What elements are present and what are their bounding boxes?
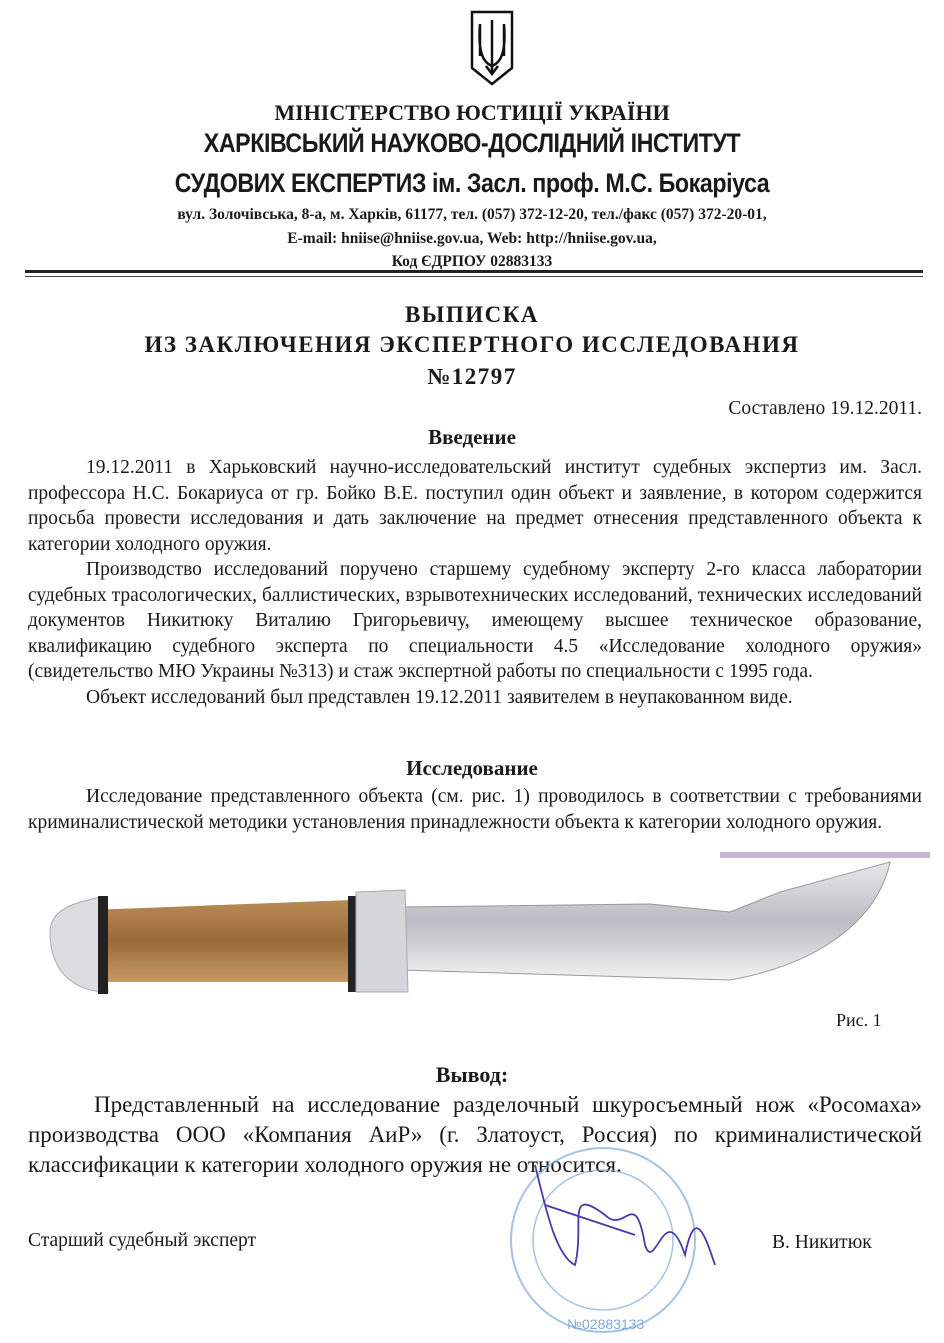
doc-number: №12797 — [427, 364, 517, 389]
ministry-name: МІНІСТЕРСТВО ЮСТИЦІЇ УКРАЇНИ — [274, 100, 670, 125]
institute-name-line2: СУДОВИХ ЕКСПЕРТИЗ ім. Засл. проф. М.С. Бокаріуса — [174, 168, 770, 198]
trident-emblem-icon — [470, 10, 514, 86]
official-stamp — [485, 1145, 725, 1340]
research-text — [28, 784, 922, 835]
conclusion-paragraph: Представленный на исследование разделочный шкуросъемный нож «Росомаха» производства ООО «Компания АиР» (г. Златоуст, Россия) по криминалистической классификации к категории холодного оружия не относится. — [28, 1092, 922, 1177]
research-heading: Исследование — [406, 756, 538, 780]
header-divider-thin — [25, 276, 923, 277]
signature-scribble — [535, 1165, 715, 1265]
signer-name: В. Никитюк — [772, 1232, 872, 1253]
conclusion-heading: Вывод: — [435, 1062, 509, 1087]
conclusion-text — [28, 1090, 922, 1180]
intro-heading: Введение — [428, 425, 516, 449]
doc-title: ВЫПИСКА — [404, 302, 540, 327]
intro-paragraph: 19.12.2011 в Харьковский научно-исследовательский институт судебных экспертиз им. Засл. профессора Н.С. Бокариуса от гр. Бойко В.Е. поступил один объект и заявление, в котором содержится просьба провести исследования и дать заключение на предмет отнесения представленного объекта к категории холодного оружия. — [28, 457, 922, 555]
knife-photo — [30, 852, 930, 1017]
institute-name-line1: ХАРКІВСЬКИЙ НАУКОВО-ДОСЛІДНИЙ ІНСТИТУТ — [203, 128, 741, 158]
doc-subtitle: ИЗ ЗАКЛЮЧЕНИЯ ЭКСПЕРТНОГО ИССЛЕДОВАНИЯ — [144, 332, 800, 357]
institute-code: Код ЄДРПОУ 02883133 — [391, 253, 553, 270]
stamp-code: №02883133 — [567, 1316, 645, 1332]
intro-text — [28, 455, 922, 710]
intro-paragraph: Производство исследований поручено старшему судебному эксперту 2-го класса лаборатории судебных трасологических, баллистических, взрывотехнических исследований, технических исследований документов Никитюку Виталию Григорьевичу, имеющему высшее техническое образование, квалификацию судебного эксперта по специальности 4.5 «Исследование холодного оружия» (свидетельство МЮ Украины №313) и стаж экспертной работы по специальности с 1995 года. — [28, 559, 922, 682]
figure-caption: Рис. 1 — [836, 1010, 882, 1030]
intro-paragraph: Объект исследований был представлен 19.12.2011 заявителем в неупакованном виде. — [86, 686, 793, 708]
compiled-date: Составлено 19.12.2011. — [728, 398, 922, 419]
research-paragraph: Исследование представленного объекта (см. рис. 1) проводилось в соответствии с требованиями криминалистической методики установления принадлежности объекта к категории холодного оружия. — [28, 786, 922, 833]
signer-position: Старший судебный эксперт — [28, 1230, 257, 1251]
header-divider — [25, 270, 923, 273]
institute-contacts: E-mail: hniise@hniise.gov.ua, Web: http://hniise.gov.ua, — [287, 230, 657, 247]
institute-address: вул. Золочівська, 8-а, м. Харків, 61177, тел. (057) 372-12-20, тел./факс (057) 372-20-01, — [177, 206, 767, 223]
